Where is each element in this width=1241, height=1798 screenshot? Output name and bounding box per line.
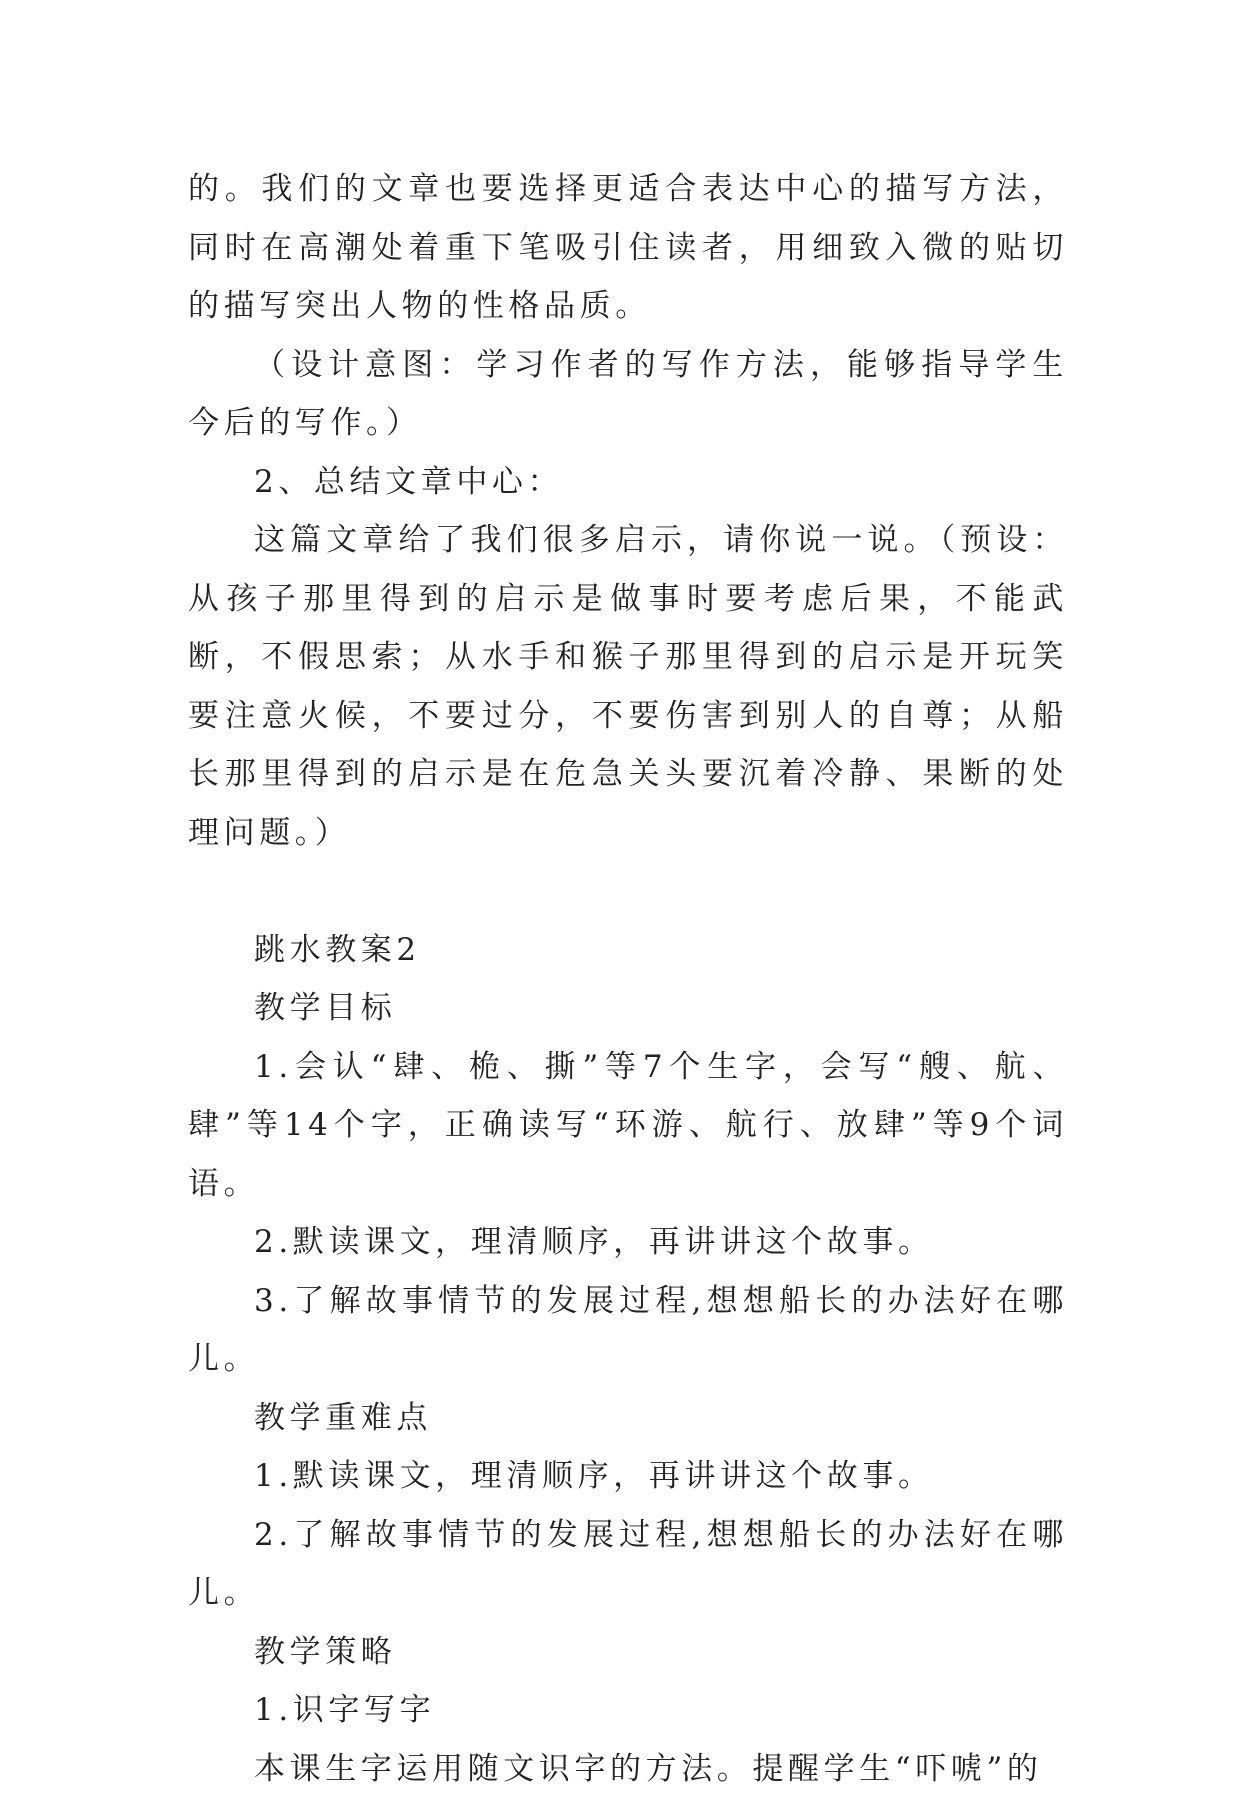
strategy-item-1-body: 本课生字运用随文识字的方法。提醒学生“吓唬”的 [188,1740,1068,1798]
document-body [188,160,1068,1798]
heading-teaching-strategy: 教学策略 [188,1623,1068,1682]
goal-item-2: 2.默读课文，理清顺序，再讲讲这个故事。 [188,1213,1068,1272]
goal-item-3: 3.了解故事情节的发展过程,想想船长的办法好在哪儿。 [188,1272,1068,1389]
goal-item-1: 1.会认“肆、桅、撕”等7个生字，会写“艘、航、肆”等14个字，正确读写“环游、航行、放肆”等9个词语。 [188,1038,1068,1214]
section-title: 跳水教案2 [188,921,1068,980]
heading-key-points: 教学重难点 [188,1389,1068,1448]
heading-teaching-goals: 教学目标 [188,979,1068,1038]
paragraph-design-intent: （设计意图：学习作者的写作方法，能够指导学生今后的写作。） [188,336,1068,453]
paragraph-summary-body: 这篇文章给了我们很多启示，请你说一说。（预设：从孩子那里得到的启示是做事时要考虑后果，不能武断，不假思索；从水手和猴子那里得到的启示是开玩笑要注意火候，不要过分，不要伤害到别人的自尊；从船长那里得到的启示是在危急关头要沉着冷静、果断的处理问题。） [188,511,1068,862]
key-point-item-2: 2.了解故事情节的发展过程,想想船长的办法好在哪儿。 [188,1506,1068,1623]
paragraph-continuation: 的。我们的文章也要选择更适合表达中心的描写方法，同时在高潮处着重下笔吸引住读者，用细致入微的贴切的描写突出人物的性格品质。 [188,160,1068,336]
strategy-item-1: 1.识字写字 [188,1681,1068,1740]
key-point-item-1: 1.默读课文，理清顺序，再讲讲这个故事。 [188,1447,1068,1506]
section-gap [188,862,1068,921]
paragraph-summary-heading: 2、总结文章中心： [188,453,1068,512]
